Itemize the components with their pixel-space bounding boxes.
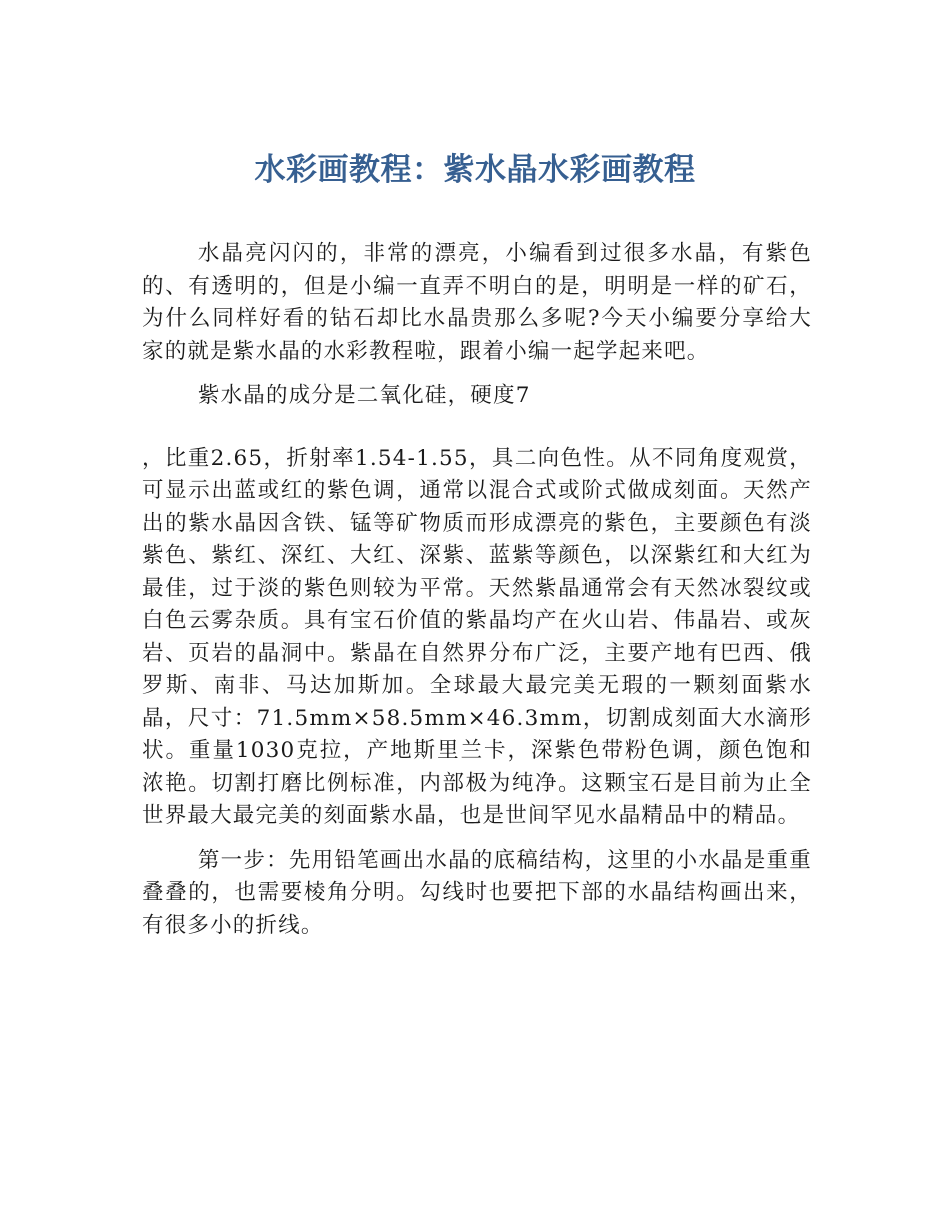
paragraph-properties: ，比重2.65，折射率1.54-1.55，具二向色性。从不同角度观赏，可显示出蓝或红的紫色调，通常以混合式或阶式做成刻面。天然产出的紫水晶因含铁、锰等矿物质而形成漂亮的紫色，主要颜色有淡紫色、紫红、深红、大红、深紫、蓝紫等颜色，以深紫红和大红为最佳，过于淡的紫色则较为平常。天然紫晶通常会有天然冰裂纹或白色云雾杂质。具有宝石价值的紫晶均产在火山岩、伟晶岩、或灰岩、页岩的晶洞中。紫晶在自然界分布广泛，主要产地有巴西、俄罗斯、南非、马达加斯加。全球最大最完美无瑕的一颗刻面紫水晶，尺寸：71.5mm×58.5mm×46.3mm，切割成刻面大水滴形状。重量1030克拉，产地斯里兰卡，深紫色带粉色调，颜色饱和浓艳。切割打磨比例标准，内部极为纯净。这颗宝石是目前为止全世界最大最完美的刻面紫水晶，也是世间罕见水晶精品中的精品。 xyxy=(142,445,812,828)
page-title: 水彩画教程：紫水晶水彩画教程 xyxy=(254,152,696,188)
paragraph-intro: 水晶亮闪闪的，非常的漂亮，小编看到过很多水晶，有紫色的、有透明的，但是小编一直弄不明白的是，明明是一样的矿石，为什么同样好看的钻石却比水晶贵那么多呢?今天小编要分享给大家的就是紫水晶的水彩教程啦，跟着小编一起学起来吧。 xyxy=(142,241,812,364)
article-body xyxy=(142,238,812,942)
paragraph-composition: 紫水晶的成分是二氧化硅，硬度7 xyxy=(197,383,531,408)
paragraph-step-one: 第一步：先用铅笔画出水晶的底稿结构，这里的小水晶是重重叠叠的，也需要棱角分明。勾线时也要把下部的水晶结构画出来，有很多小的折线。 xyxy=(142,847,812,938)
